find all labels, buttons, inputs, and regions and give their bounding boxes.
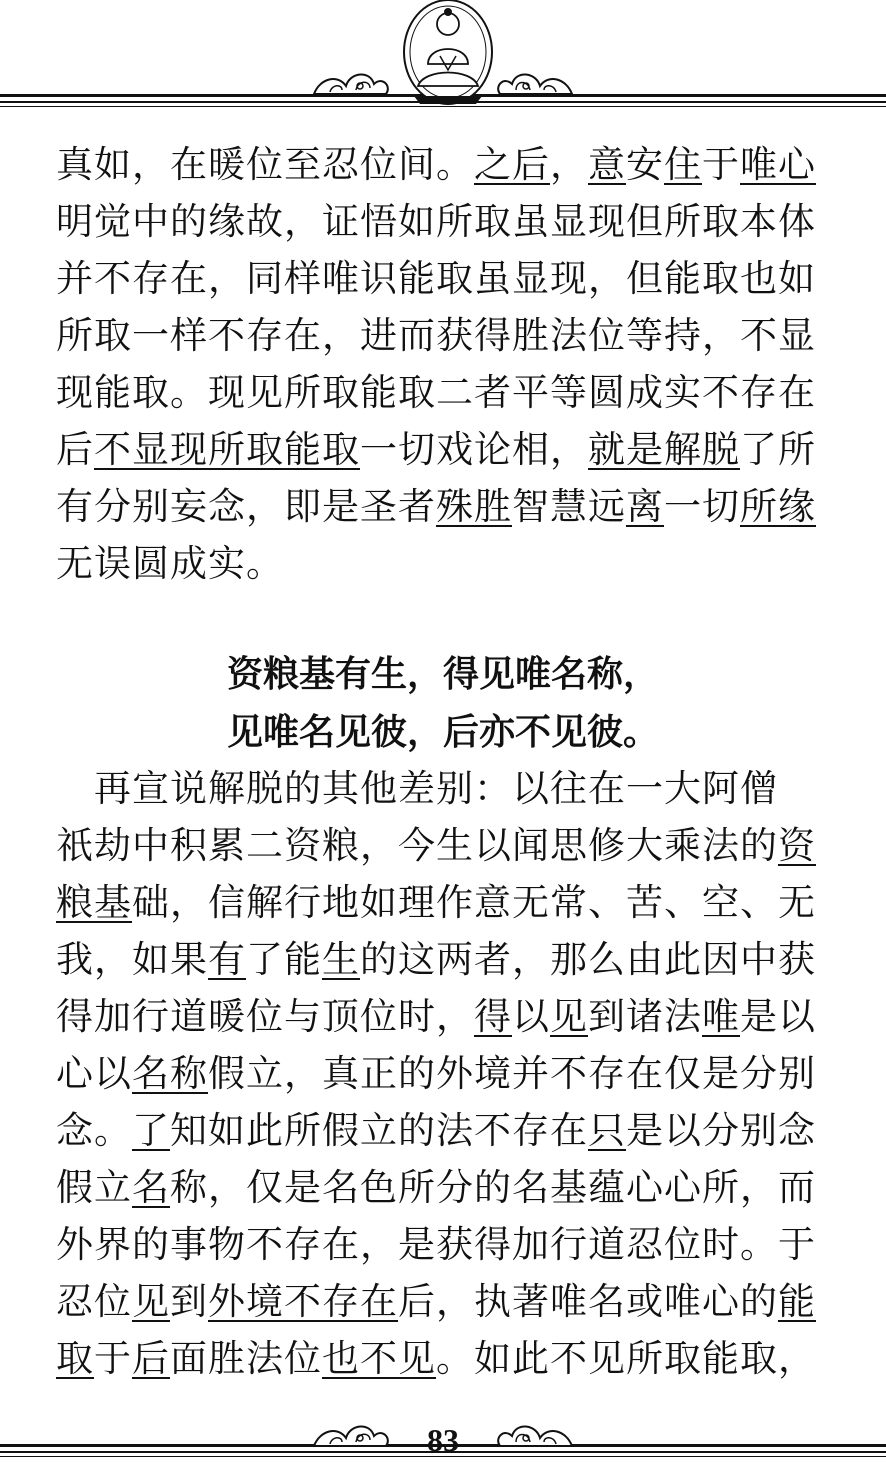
text-line [56,817,844,874]
text-segment: 到诸法 [588,995,702,1038]
text-segment: 一切戏论相， [360,428,588,471]
text-line [56,1159,844,1216]
text-segment: 心以 [56,1052,132,1095]
text-segment: 于 [702,143,740,186]
text-segment: 是以分别念 [626,1109,816,1152]
underlined-phrase: 意 [588,143,626,186]
underlined-phrase: 离 [626,485,664,528]
text-line [56,193,844,250]
text-segment: 假立 [56,1166,132,1209]
text-segment: 再宣说解脱的其他差别：以往在一大阿僧 [56,767,778,810]
verse-line-2: 见唯名见彼，后亦不见彼。 [226,712,659,753]
text-line [56,250,844,307]
text-segment: 明觉中的缘故，证悟如所取虽显现但所取本体 [56,200,816,243]
text-line [56,421,844,478]
text-line [56,1102,844,1159]
text-line [56,535,844,592]
header-ornament [0,0,886,112]
text-line [56,988,844,1045]
underlined-phrase: 名 [132,1166,170,1209]
underlined-phrase: 只 [588,1109,626,1152]
text-line [56,364,844,421]
text-line [56,307,844,364]
text-segment: 得加行道暖位与顶位时， [56,995,474,1038]
text-line [56,1045,844,1102]
text-segment: 真如，在暖位至忍位间。 [56,143,474,186]
paragraph-1 [56,136,844,592]
underlined-phrase: 不显现所取能取 [94,428,360,471]
text-segment: 我，如果 [56,938,208,981]
underlined-phrase: 见 [132,1280,170,1323]
text-segment: 是以 [740,995,816,1038]
text-segment: 所取一样不存在，进而获得胜法位等持，不显 [56,314,816,357]
text-segment: ， [550,143,588,186]
cloud-scroll-icon [310,64,392,104]
text-segment: 到 [170,1280,208,1323]
text-segment: 现能取。现见所取能取二者平等圆成实不存在 [56,371,816,414]
text-segment: 安 [626,143,664,186]
underlined-phrase: 所缘 [740,485,816,528]
text-segment: 称，仅是名色所分的名基蕴心心所，而 [170,1166,816,1209]
text-segment: 外界的事物不存在，是获得加行道忍位时。于 [56,1223,816,1266]
underlined-phrase: 外境不存在 [208,1280,398,1323]
text-segment: 后 [56,428,94,471]
text-segment: 。如此不见所取能取， [436,1337,816,1380]
text-segment: 并不存在，同样唯识能取虽显现，但能取也如 [56,257,816,300]
text-segment: 祇劫中积累二资粮，今生以闻思修大乘法的 [56,824,778,867]
underlined-phrase: 见 [550,995,588,1038]
underlined-phrase: 就是解脱 [588,428,740,471]
text-segment: 一切 [664,485,740,528]
underlined-phrase: 资 [778,824,816,867]
text-segment: 智慧远 [512,485,626,528]
text-segment: 念。 [56,1109,132,1152]
text-segment: 以 [512,995,550,1038]
underlined-phrase: 名称 [132,1052,208,1095]
text-segment: 忍位 [56,1280,132,1323]
text-segment: 于 [94,1337,132,1380]
underlined-phrase: 有 [208,938,246,981]
cloud-scroll-icon [494,64,576,104]
text-segment: 了所 [740,428,816,471]
underlined-phrase: 能 [778,1280,816,1323]
underlined-phrase: 生 [322,938,360,981]
underlined-phrase: 粮基 [56,881,132,924]
text-line [56,874,844,931]
underlined-phrase: 唯心 [740,143,816,186]
text-segment: 假立，真正的外境并不存在仅是分别 [208,1052,816,1095]
text-line [56,478,844,535]
underlined-phrase: 之后 [474,143,550,186]
underlined-phrase: 取 [56,1337,94,1380]
underlined-phrase: 得 [474,995,512,1038]
underlined-phrase: 也不见 [322,1337,436,1380]
text-segment: 了能 [246,938,322,981]
underlined-phrase: 后 [132,1337,170,1380]
text-segment: 的这两者，那么由此因中获 [360,938,816,981]
text-segment: 面胜法位 [170,1337,322,1380]
text-segment: 后，执著唯名或唯心的 [398,1280,778,1323]
text-line [56,1273,844,1330]
text-segment: 有分别妄念，即是圣者 [56,485,436,528]
buddha-medallion-icon [400,0,496,110]
text-segment: 础，信解行地如理作意无常、苦、空、无 [132,881,816,924]
underlined-phrase: 唯 [702,995,740,1038]
underlined-phrase: 了 [132,1109,170,1152]
page-number: 83 [427,1422,459,1458]
underlined-phrase: 住 [664,143,702,186]
text-line [56,760,844,817]
verse-line-1: 资粮基有生，得见唯名称， [226,654,659,695]
text-line [56,1330,844,1387]
text-line [56,136,844,193]
text-line [56,931,844,988]
text-segment: 无误圆成实。 [56,542,284,585]
underlined-phrase: 殊胜 [436,485,512,528]
text-segment: 知如此所假立的法不存在 [170,1109,588,1152]
text-line [56,1216,844,1273]
paragraph-2 [56,760,844,1387]
